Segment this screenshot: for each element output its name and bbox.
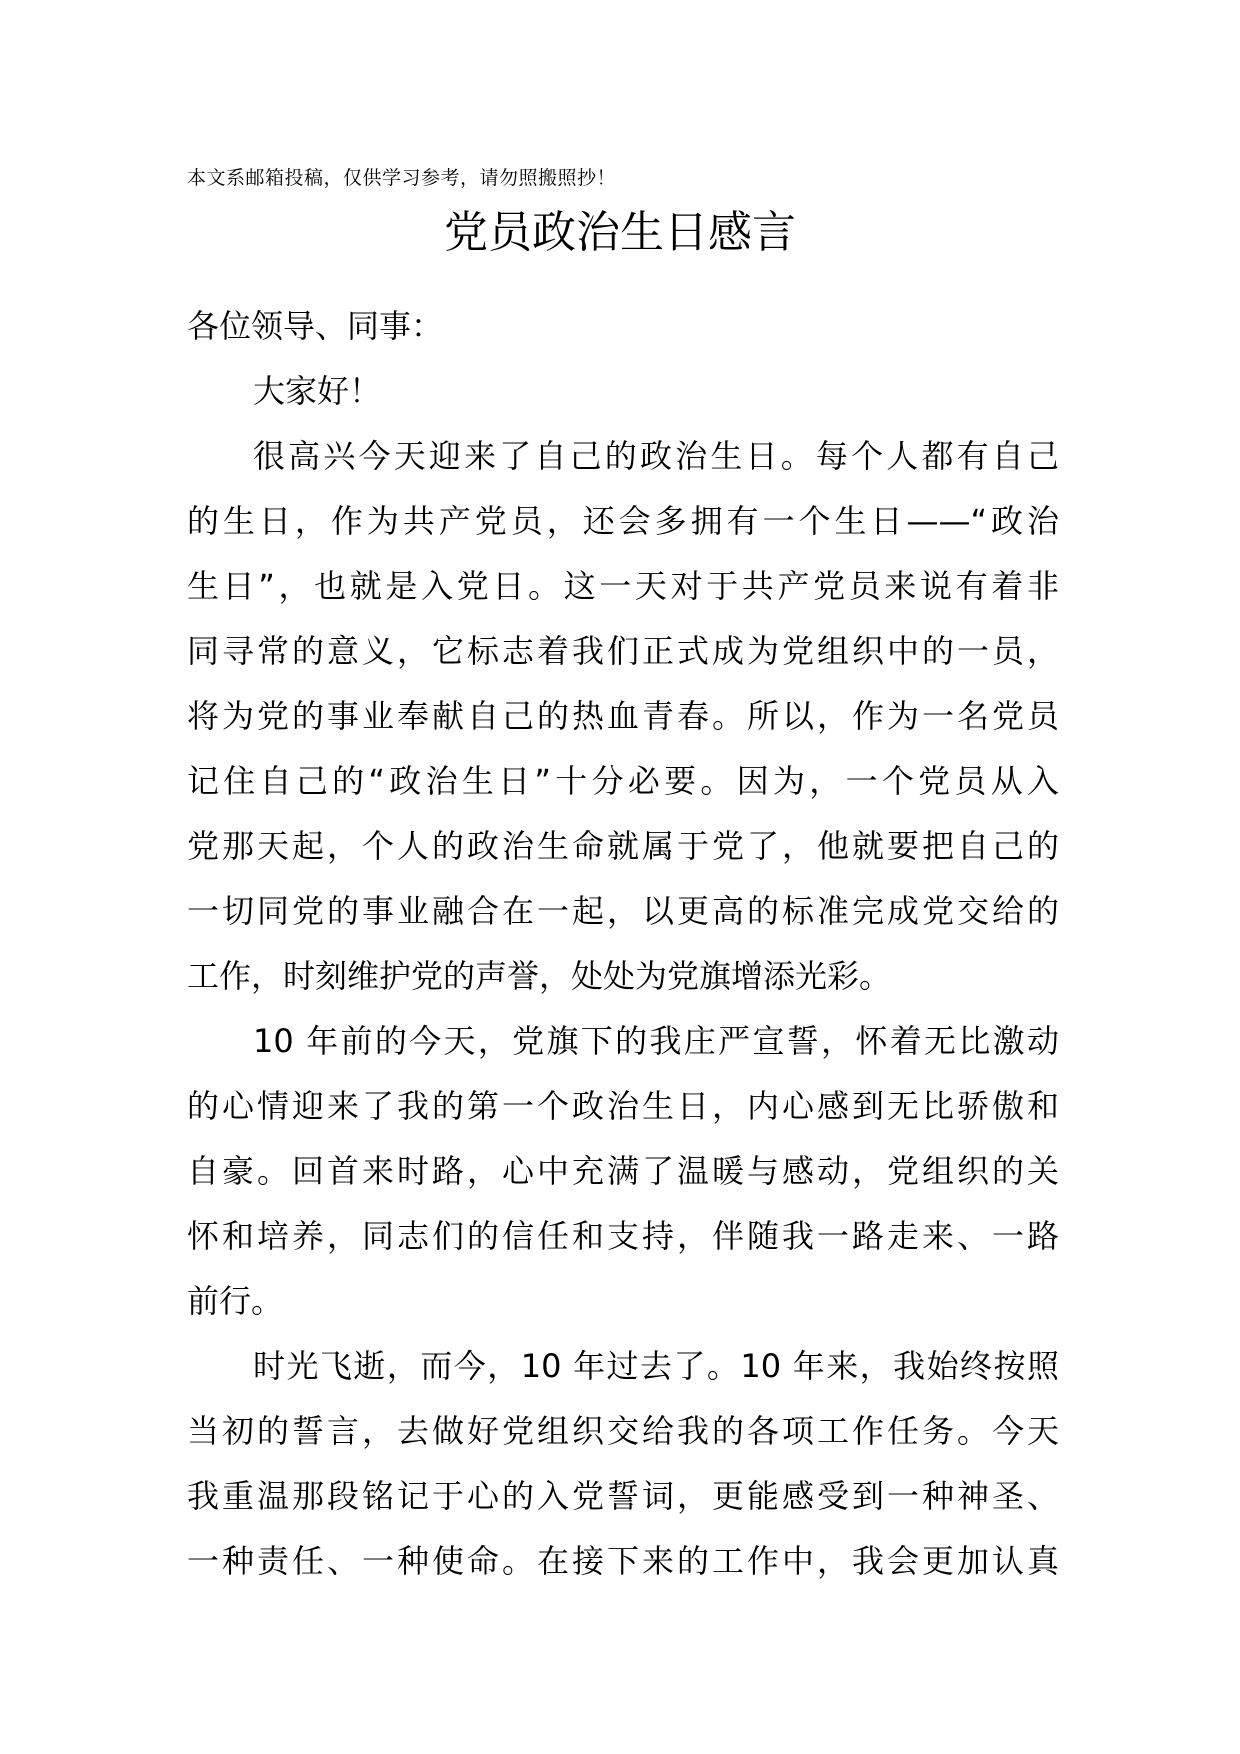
paragraph-line: 怀和培养，同志们的信任和支持，伴随我一路走来、一路 [187,1217,1059,1255]
document-body [187,294,1059,1594]
document-title: 党员政治生日感言 [444,207,796,258]
paragraph-line: 一种责任、一种使命。在接下来的工作中，我会更加认真 [187,1542,1059,1580]
paragraph-1 [187,424,1059,1009]
paragraph-line: 我重温那段铭记于心的入党誓词，更能感受到一种神圣、 [187,1477,1059,1515]
paragraph-line: 前行。 [187,1282,284,1320]
paragraph-line: 一切同党的事业融合在一起，以更高的标准完成党交给的 [187,892,1059,930]
paragraph-line: 很高兴今天迎来了自己的政治生日。每个人都有自己 [253,437,1059,475]
paragraph-line: 当初的誓言，去做好党组织交给我的各项工作任务。今天 [187,1412,1059,1450]
paragraph-line: 党那天起，个人的政治生命就属于党了，他就要把自己的 [187,827,1059,865]
paragraph-2 [187,1009,1059,1334]
paragraph-line: 时光飞逝，而今，10 年过去了。10 年来，我始终按照 [253,1347,1059,1385]
paragraph-line: 将为党的事业奉献自己的热血青春。所以，作为一名党员 [187,697,1059,735]
paragraph-line: 10 年前的今天，党旗下的我庄严宣誓，怀着无比激动 [253,1022,1059,1060]
submission-notice: 本文系邮箱投稿，仅供学习参考，请勿照搬照抄！ [187,167,617,189]
paragraph-line: 同寻常的意义，它标志着我们正式成为党组织中的一员， [187,632,1059,670]
paragraph-line: 记住自己的“政治生日”十分必要。因为，一个党员从入 [187,762,1059,800]
paragraph-3 [187,1334,1059,1594]
paragraph-line: 的心情迎来了我的第一个政治生日，内心感到无比骄傲和 [187,1087,1059,1125]
salutation: 各位领导、同事： [187,307,444,345]
paragraph-line: 自豪。回首来时路，心中充满了温暖与感动，党组织的关 [187,1152,1059,1190]
paragraph-line: 的生日，作为共产党员，还会多拥有一个生日——“政治 [187,502,1059,540]
paragraph-line: 工作，时刻维护党的声誉，处处为党旗增添光彩。 [187,957,892,995]
greeting: 大家好！ [253,372,382,410]
paragraph-line: 生日”，也就是入党日。这一天对于共产党员来说有着非 [187,567,1059,605]
